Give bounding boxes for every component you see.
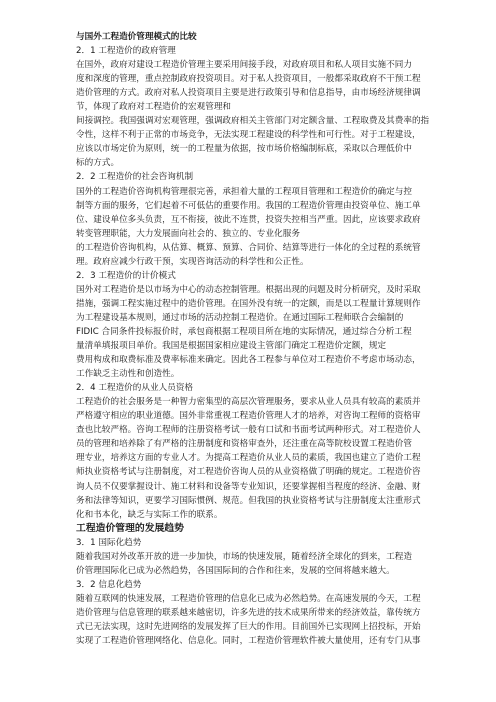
text-line: 务和法律等知识，更要学习国际惯例、规范。但我国的执业资格考试与注册制度太注重形式 — [76, 495, 421, 506]
text-line: 措施，强调工程实施过程中的造价管理。在国外没有统一的定额，而是以工程量计算规则作 — [76, 298, 421, 309]
text-line: 工作缺乏主动性和创造性。 — [76, 369, 180, 380]
text-line: 2．2 工程造价的社会咨询机制 — [76, 172, 194, 183]
text-line: 国外的工程造价咨询机构管理很完善，承担着大量的工程项目管理和工程造价的确定与控 — [76, 186, 412, 197]
text-line: 在国外，政府对建设工程造价管理主要采用间接手段，对政府项目和私人项目实施不同力 — [76, 60, 412, 71]
text-line: 理专业，培养这方面的专业人才。为提高工程造价从业人员的素质，我国也建立了造价工程 — [76, 453, 421, 464]
document-title: 与国外工程造价管理模式的比较 — [76, 32, 197, 42]
text-line: 师执业资格考试与注册制度，对工程造价咨询人员的从业资格做了明确的规定。工程造价咨 — [76, 467, 421, 478]
text-line: 的工程造价咨询机构，从估算、概算、预算、合同价、结算等进行一体化的全过程的系统管 — [76, 242, 421, 253]
text-line: 2．4 工程造价的从业人员资格 — [76, 383, 194, 394]
section-heading: 工程造价管理的发展趋势 — [76, 522, 184, 534]
text-line: 工程造价的社会服务是一种智力密集型的高层次管理服务，要求从业人员具有较高的素质并 — [76, 397, 421, 408]
text-line: 随着互联网的快速发展，工程造价管理的信息化已成为必然趋势。在高速发展的今天，工程 — [76, 594, 421, 605]
text-line: 节，体现了政府对工程造价的宏观管理和 — [76, 102, 232, 113]
text-line: 价管理国际化已成为必然趋势，各国国际间的合作和往来，发展的空间将越来越大。 — [76, 566, 395, 577]
text-line: 位、建设单位多头负责，互不衔接，彼此不连贯，投资失控相当严重。因此，应该要求政府 — [76, 214, 421, 225]
text-line: 2．1 工程造价的政府管理 — [76, 46, 176, 57]
text-line: 询人员不仅要掌握设计、施工材料和设备等专业知识，还要掌握相当程度的经济、金融、财 — [76, 481, 421, 492]
text-line: FIDIC 合同条件投标报价时，承包商根据工程项目所在地的实际情况，通过综合分析工程 — [76, 326, 412, 337]
text-line: 国外对工程造价是以市场为中心的动态控制管理。根据出现的问题及时分析研究，及时采取 — [76, 284, 421, 295]
text-line: 为工程建设基本规则，通过市场的活动控制工程造价。在通过国际工程师联合会编制的 — [76, 312, 404, 323]
text-line: 标的方式。 — [76, 158, 120, 169]
text-line: 间接调控。我国强调对宏观管理，强调政府相关主管部门对定额含量、工程取费及其费率的指 — [76, 116, 430, 127]
text-line: 量清单填报项目单价。我国是根据国家相应建设主管部门确定工程造价定额，规定 — [76, 341, 387, 352]
text-line: 员的管理和培养除了有严格的注册制度和资格审查外，还注重在高等院校设置工程造价管 — [76, 439, 412, 450]
text-line: 理。政府应减少行政干预，实现咨询活动的科学性和公正性。 — [76, 256, 309, 267]
text-line: 造价管理与信息管理的联系越来越密切，许多先进的技术成果所带来的经济效益，靠传统方 — [76, 608, 421, 619]
text-line: 造价管理的方式。政府对私人投资项目主要是进行政策引导和信息指导，由市场经济规律调 — [76, 88, 421, 99]
text-line: 制等方面的服务，它们起着不可低估的重要作用。我国的工程造价管理由投资单位、施工单 — [76, 200, 421, 211]
text-line: 3．2 信息化趋势 — [76, 580, 142, 591]
text-line: 化和书本化，缺乏与实际工作的联系。 — [76, 509, 223, 520]
text-line: 应该以市场定价为原则，统一的工程量为依据，按市场价格编制标底，采取以合理低价中 — [76, 144, 412, 155]
text-line: 2．3 工程造价的计价模式 — [76, 270, 176, 281]
text-line: 式已无法实现，这时先进网络的发展发挥了巨大的作用。目前国外已实现网上招投标，开始 — [76, 622, 421, 633]
text-line: 随着我国对外改革开放的进一步加快，市场的快速发展，随着经济全球化的到来，工程造 — [76, 552, 412, 563]
text-line: 3．1 国际化趋势 — [76, 538, 142, 549]
text-line: 实现了工程造价管理网络化、信息化。同时，工程造价管理软件被大量使用，还有专门从事 — [76, 636, 421, 647]
text-line: 费用构成和取费标准及费率标准来确定。因此各工程参与单位对工程造价不考虑市场动态， — [76, 355, 421, 366]
text-line: 严格遵守相应的职业道德。国外非常重视工程造价管理人才的培养，对咨询工程师的资格审 — [76, 411, 421, 422]
text-line: 查也比较严格。咨询工程师的注册资格考试一般有口试和书面考试两种形式。对工程造价人 — [76, 425, 421, 436]
text-line: 度和深度的管理，重点控制政府投资项目。对于私人投资项目，一般都采取政府不干预工程 — [76, 74, 421, 85]
text-line: 转变管理职能，大力发展面向社会的、独立的、专业化服务 — [76, 228, 300, 239]
text-line: 令性，这样不利于正常的市场竞争，无法实现工程建设的科学性和可行性。对于工程建设， — [76, 130, 421, 141]
